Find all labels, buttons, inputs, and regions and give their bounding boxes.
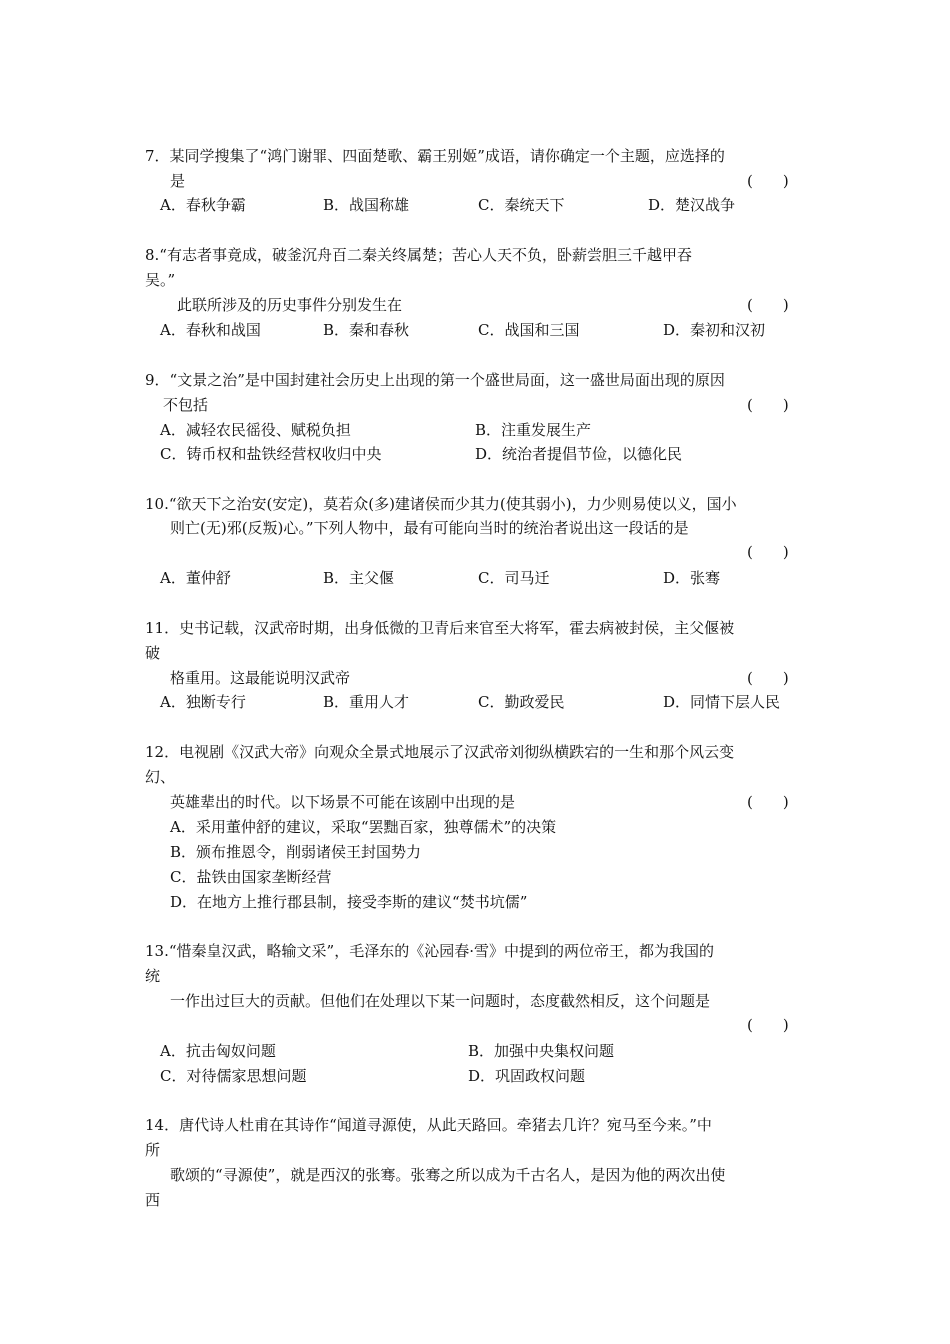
option-b: B．重用人才 [323,693,410,711]
answer-parentheses: ( ) [747,669,789,687]
option-c: C．铸币权和盐铁经营权收归中央 [160,445,382,463]
option-a: A．抗击匈奴问题 [160,1042,276,1060]
option-c: C．秦统天下 [478,196,565,214]
question-stem-line: 此联所涉及的历史事件分别发生在 [177,296,403,314]
question-stem-line: 格重用。这最能说明汉武帝 [170,669,351,687]
question-stem-line: 8.“有志者事竟成，破釜沉舟百二秦关终属楚；苦心人天不负，卧薪尝胆三千越甲吞 [145,246,692,264]
question-stem-line: 歌颂的“寻源使”，就是西汉的张骞。张骞之所以成为千古名人，是因为他的两次出使 [170,1166,726,1184]
question-stem-line: 一作出过巨大的贡献。但他们在处理以下某一问题时，态度截然相反，这个问题是 [170,992,711,1010]
option-d: D．在地方上推行郡县制，接受李斯的建议“焚书坑儒” [170,893,528,911]
question-stem-line: 英雄辈出的时代。以下场景不可能在该剧中出现的是 [170,793,516,811]
option-a: A．独断专行 [160,693,246,711]
question-stem-line: 所 [145,1141,161,1159]
question-stem-line: 幻、 [145,768,176,786]
option-b: B．秦和春秋 [323,321,410,339]
question-stem-line: 统 [145,967,161,985]
option-a: A．春秋和战国 [160,321,261,339]
option-b: B．注重发展生产 [475,421,592,439]
option-c: C．司马迁 [478,569,550,587]
answer-parentheses: ( ) [747,543,789,561]
option-b: B．战国称雄 [323,196,410,214]
option-d: D．统治者提倡节俭，以德化民 [475,445,683,463]
question-stem-line: 不包括 [163,396,209,414]
option-c: C．战国和三国 [478,321,580,339]
option-d: D．巩固政权问题 [468,1067,586,1085]
option-c: C．对待儒家思想问题 [160,1067,307,1085]
option-d: D．张骞 [663,569,721,587]
option-c: C．盐铁由国家垄断经营 [170,868,332,886]
question-stem-line: 14．唐代诗人杜甫在其诗作“闻道寻源使，从此天路回。牵猪去几许？宛马至今来。”中 [145,1116,712,1134]
option-b: B．加强中央集权问题 [468,1042,615,1060]
answer-parentheses: ( ) [747,1016,789,1034]
answer-parentheses: ( ) [747,172,789,190]
question-stem-line: 12．电视剧《汉武大帝》向观众全景式地展示了汉武帝刘彻纵横跌宕的一生和那个风云变 [145,743,735,761]
option-a: A．春秋争霸 [160,196,246,214]
question-stem-line: 7．某同学搜集了“鸿门谢罪、四面楚歌、霸王别姬”成语，请你确定一个主题，应选择的 [145,147,725,165]
question-stem-line: 10.“欲天下之治安(安定)，莫若众(多)建诸侯而少其力(使其弱小)，力少则易使以义，国小 [145,495,737,513]
question-stem-line: 吴。” [145,271,176,289]
option-b: B．主父偃 [323,569,395,587]
option-c: C．勤政爱民 [478,693,565,711]
question-stem-line: 11．史书记载，汉武帝时期，出身低微的卫青后来官至大将军，霍去病被封侯，主父偃被 [145,619,735,637]
question-stem-line: 是 [170,172,186,190]
question-stem-line: 则亡(无)邪(反叛)心。”下列人物中，最有可能向当时的统治者说出这一段话的是 [170,519,689,537]
option-a: A．采用董仲舒的建议，采取“罢黜百家，独尊儒术”的决策 [170,818,557,836]
answer-parentheses: ( ) [747,296,789,314]
option-d: D．秦初和汉初 [663,321,766,339]
question-stem-line: 破 [145,644,161,662]
question-stem-line: 西 [145,1191,161,1209]
option-d: D．同情下层人民 [663,693,781,711]
option-a: A．董仲舒 [160,569,231,587]
option-b: B．颁布推恩令，削弱诸侯王封国势力 [170,843,422,861]
question-stem-line: 9．“文景之治”是中国封建社会历史上出现的第一个盛世局面，这一盛世局面出现的原因 [145,371,725,389]
answer-parentheses: ( ) [747,793,789,811]
option-a: A．减轻农民徭役、赋税负担 [160,421,351,439]
question-stem-line: 13.“惜秦皇汉武，略输文采”，毛泽东的《沁园春·雪》中提到的两位帝王，都为我国的 [145,942,714,960]
answer-parentheses: ( ) [747,396,789,414]
option-d: D．楚汉战争 [648,196,736,214]
